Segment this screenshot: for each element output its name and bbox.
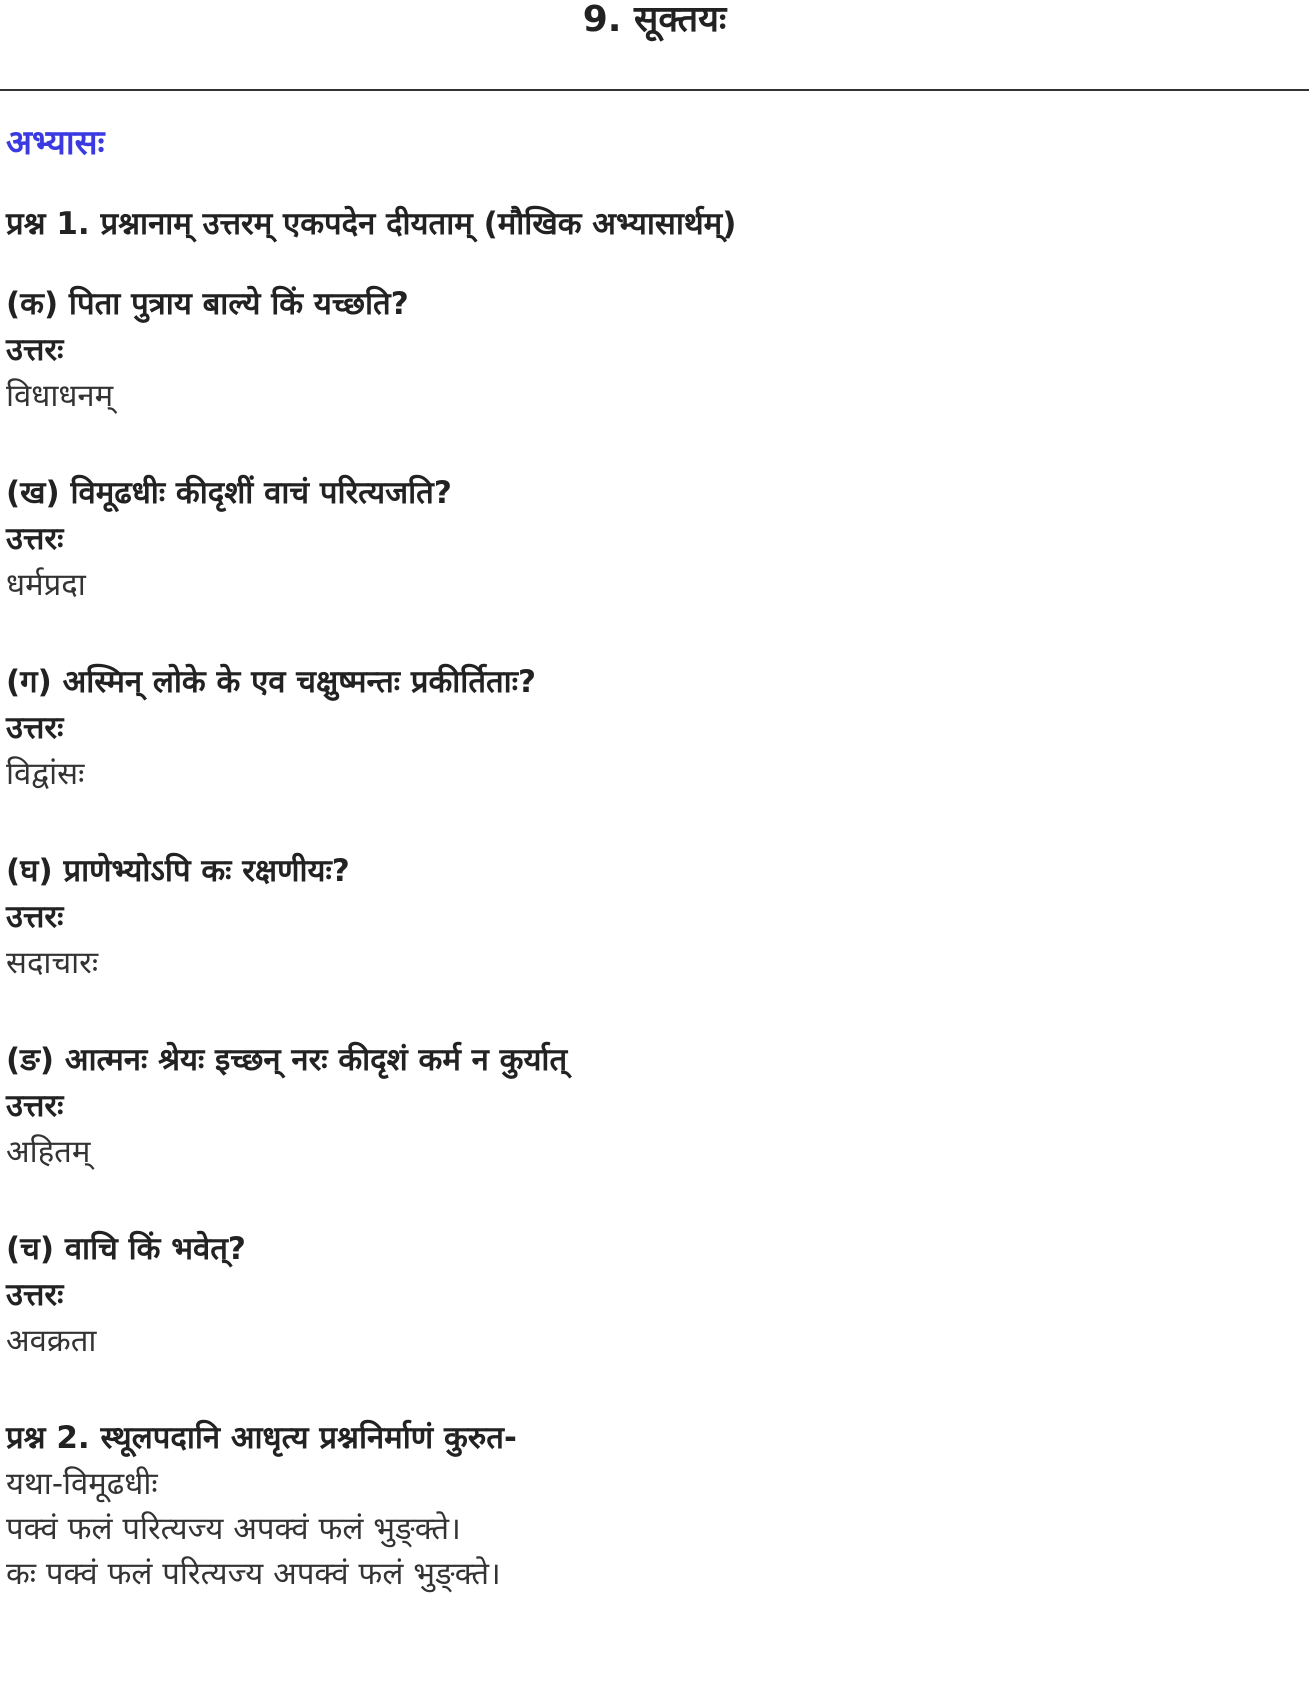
qa-item-ka (6, 280, 1301, 420)
qa-item-ga (6, 658, 1301, 798)
qa-item-kha (6, 469, 1301, 609)
answer-text: विद्वांसः (6, 756, 85, 792)
answer-text: धर्मप्रदा (6, 567, 86, 603)
question-text: (ख) विमूढधीः कीदृशीं वाचं परित्यजति? (6, 475, 452, 511)
question-1-heading: प्रश्न 1. प्रश्नानाम् उत्तरम् एकपदेन दीयताम् (मौखिक अभ्यासार्थम्) (6, 206, 737, 242)
answer-text: अवक्रता (6, 1323, 97, 1359)
question-text: (च) वाचि किं भवेत्? (6, 1231, 246, 1267)
answer-text: अहितम् (6, 1134, 91, 1170)
section-heading: अभ्यासः (6, 123, 105, 163)
main-content (6, 118, 1301, 1597)
answer-text: विधाधनम् (6, 378, 114, 414)
qa-item-nga (6, 1036, 1301, 1176)
answer-label: उत्तरः (6, 710, 64, 746)
question-2-heading: प्रश्न 2. स्थूलपदानि आधृत्य प्रश्ननिर्माणं कुरुत- (6, 1420, 517, 1456)
answer-label: उत्तरः (6, 1277, 64, 1313)
answer-label: उत्तरः (6, 899, 64, 935)
example-question: कः पक्वं फलं परित्यज्य अपक्वं फलं भुङ्क्ते। (6, 1556, 501, 1592)
example-label: यथा-विमूढधीः (6, 1466, 158, 1502)
page-title: 9. सूक्तयः (582, 0, 727, 40)
answer-label: उत्तरः (6, 521, 64, 557)
answer-label: उत्तरः (6, 332, 64, 368)
question-text: (घ) प्राणेभ्योऽपि कः रक्षणीयः? (6, 853, 350, 889)
title-divider (0, 89, 1309, 91)
qa-item-gha (6, 847, 1301, 987)
answer-text: सदाचारः (6, 945, 99, 981)
qa-item-cha (6, 1225, 1301, 1365)
example-sentence: पक्वं फलं परित्यज्य अपक्वं फलं भुङ्क्ते। (6, 1511, 461, 1547)
question-text: (क) पिता पुत्राय बाल्ये किं यच्छति? (6, 286, 409, 322)
question-text: (ङ) आत्मनः श्रेयः इच्छन् नरः कीदृशं कर्म न कुर्यात् (6, 1042, 568, 1078)
question-text: (ग) अस्मिन् लोके के एव चक्षुष्मन्तः प्रकीर्तिताः? (6, 664, 536, 700)
answer-label: उत्तरः (6, 1088, 64, 1124)
